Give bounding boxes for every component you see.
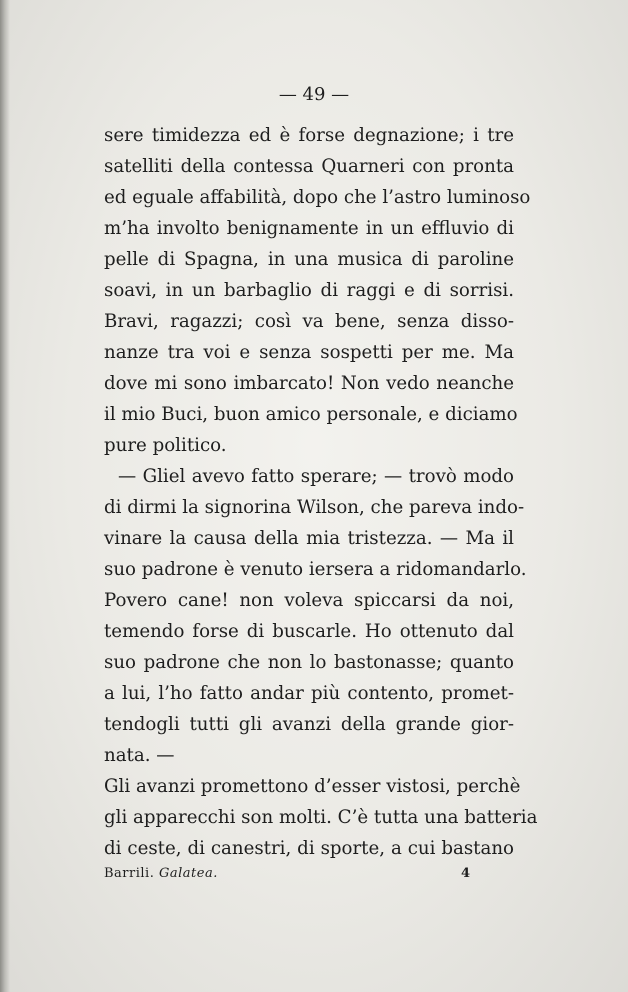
footer-author: Barrili.	[104, 866, 155, 881]
text-line: suo padrone è venuto iersera a ridomandarlo.	[104, 559, 527, 580]
signature-mark: 4	[460, 866, 470, 881]
footer-author-title	[104, 866, 218, 881]
page-footer	[104, 866, 514, 886]
text-line: vinare la causa della mia tristezza. — Ma il	[104, 528, 514, 549]
text-line: gli apparecchi son molti. C’è tutta una batteria	[104, 807, 538, 828]
text-line: Gli avanzi promettono d’esser vistosi, perchè	[104, 776, 521, 797]
text-line: nata. —	[104, 745, 175, 766]
text-line: Povero cane! non voleva spiccarsi da noi,	[104, 590, 514, 611]
page-binding-shadow	[0, 0, 10, 992]
text-line: di ceste, di canestri, di sporte, a cui bastano	[104, 838, 514, 859]
text-line: — Gliel avevo fatto sperare; — trovò modo	[118, 466, 514, 487]
page-number-header: — 49 —	[278, 84, 350, 105]
text-line: m’ha involto benignamente in un effluvio di	[104, 218, 514, 239]
text-line: Bravi, ragazzi; così va bene, senza disso-	[104, 311, 514, 332]
footer-title: Galatea.	[158, 866, 218, 881]
text-line: pure politico.	[104, 435, 227, 456]
text-line: satelliti della contessa Quarneri con pronta	[104, 156, 514, 177]
body-text	[104, 120, 538, 864]
text-line: a lui, l’ho fatto andar più contento, promet-	[104, 683, 514, 704]
text-line: suo padrone che non lo bastonasse; quanto	[104, 652, 514, 673]
text-line: nanze tra voi e senza sospetti per me. Ma	[104, 342, 514, 363]
text-line: soavi, in un barbaglio di raggi e di sorrisi.	[104, 280, 514, 301]
text-line: sere timidezza ed è forse degnazione; i tre	[104, 125, 514, 146]
text-line: il mio Buci, buon amico personale, e diciamo	[104, 404, 518, 425]
text-line: dove mi sono imbarcato! Non vedo neanche	[104, 373, 514, 394]
text-line: di dirmi la signorina Wilson, che pareva indo-	[104, 497, 525, 518]
text-line: temendo forse di buscarle. Ho ottenuto dal	[104, 621, 514, 642]
text-line: pelle di Spagna, in una musica di paroline	[104, 249, 514, 270]
text-line: tendogli tutti gli avanzi della grande gior-	[104, 714, 514, 735]
text-line: ed eguale affabilità, dopo che l’astro luminoso	[104, 187, 531, 208]
